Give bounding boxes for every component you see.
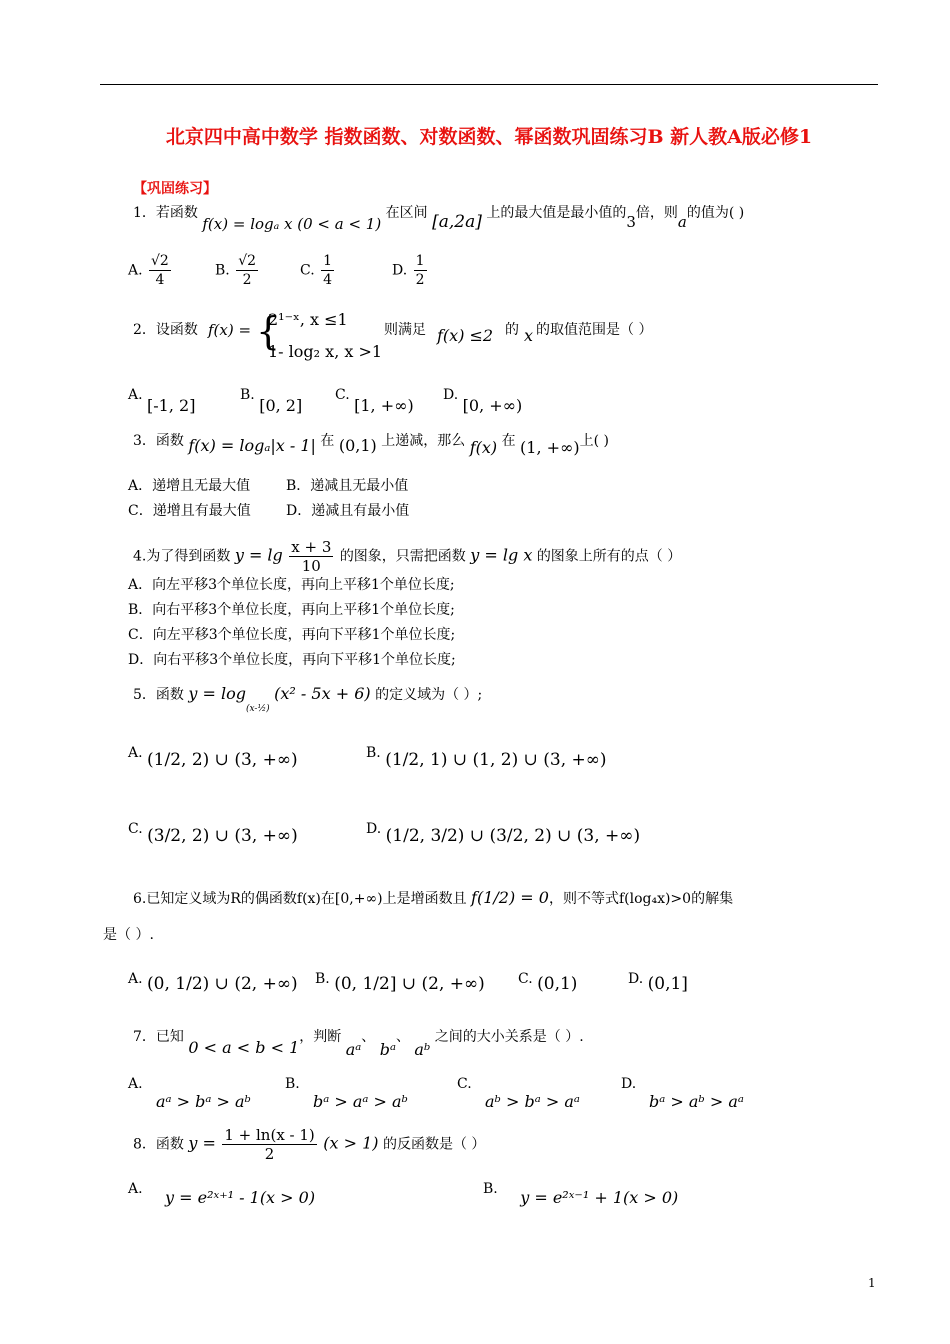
q3-stem-e: 上( ) [579,433,609,449]
q1-formula: f(x) = logₐ x (0 < a < 1) [202,215,382,233]
q1-stem-c: 上的最大值是最小值的 [486,205,627,221]
q8-option-a [128,1178,316,1207]
q1-option-a-num: √2 [151,253,169,269]
q2-x: x [524,326,534,345]
q6-option-d-label: D. [628,971,644,987]
q2-stem-c: 的 [505,322,519,338]
q6-option-b [315,968,485,994]
q1-option-d-frac [414,252,427,289]
q2-stem-d: 的取值范围是（ ） [536,322,653,338]
q2-option-b [240,384,303,415]
q5-base: (x-½) [245,704,270,714]
q5-arg: (x² - 5x + 6) [274,684,371,703]
q4-frac [289,538,333,575]
q5-option-a-label: A. [128,745,143,761]
q8-option-a-label: A. [128,1181,143,1197]
q5-option-d-value: (1/2, 3/2) ∪ (3/2, 2) ∪ (3, +∞) [385,826,641,846]
q7-cond: 0 < a < b < 1 [188,1038,300,1057]
question-3 [133,430,609,457]
q8-frac [222,1126,316,1163]
q7-term-3: aᵇ [414,1040,431,1059]
q7-option-a [128,1076,251,1111]
q3-option-d: D．递减且有最小值 [286,503,410,519]
q5-option-a [128,742,298,770]
q3-stem-d: 在 [501,433,516,449]
page-title: 北京四中高中数学 指数函数、对数函数、幂函数巩固练习B 新人教A版必修1 [165,126,813,148]
q7-option-b-value: bᵃ > aᵃ > aᵇ [313,1092,408,1111]
q1-option-a [128,252,173,289]
q1-stem-d: 倍，则 [635,205,678,221]
q6-stem-c: 是（ ）. [103,927,154,943]
q1-option-d-num: 1 [415,253,425,269]
q8-num: 1 + ln(x - 1) [224,1126,315,1144]
q7-option-a-label: A. [128,1076,143,1092]
q4-option-b: B．向右平移3个单位长度，再向上平移1个单位长度; [128,602,455,618]
q3-fx: f(x) [469,438,498,457]
q6-f-half: f(1/2) = 0 [471,888,549,907]
q4-stem-c: 的图象上所有的点（ ） [536,548,682,565]
q2-option-d [443,384,523,415]
q5-option-c [128,818,298,846]
q8-option-b-value: y = e²ˣ⁻¹ + 1(x > 0) [520,1188,679,1207]
question-8 [133,1126,485,1163]
q4-y-lgx: y = lg x [470,545,533,565]
q1-interval: [a,2a] [432,212,482,232]
q4-option-c: C．向左平移3个单位长度，再向下平移1个单位长度; [128,627,456,643]
q3-option-b: B．递减且无最小值 [286,478,409,494]
question-6 [133,888,733,909]
q1-a: a [677,213,687,231]
q3-interval-2: (1, +∞) [520,438,580,457]
q2-option-d-label: D. [443,387,459,403]
q5-option-d [366,818,641,846]
q4-stem-b: 的图象，只需把函数 [339,548,466,565]
q7-term-1: aᵃ [345,1040,362,1059]
q6-option-c-value: (0,1) [537,974,578,994]
q5-option-d-label: D. [366,821,382,837]
q1-option-d-den: 2 [415,272,425,288]
q5-option-b-label: B. [366,745,381,761]
section-label: 【巩固练习】 [133,181,217,197]
q4-den: 10 [301,557,321,575]
q4-stem-a: 4.为了得到函数 [133,548,231,565]
q5-option-c-value: (3/2, 2) ∪ (3, +∞) [147,826,298,846]
q2-option-a [128,384,196,415]
q4-option-a: A．向左平移3个单位长度，再向上平移1个单位长度; [128,577,455,593]
q1-stem-e: 的值为( ) [686,205,745,221]
q7-option-d-value: bᵃ > aᵇ > aᵃ [649,1092,744,1111]
q2-fx: f(x) = [208,321,252,339]
q5-formula: y = log [188,684,246,703]
question-2-stem-a: 2．设函数 [133,322,198,338]
q6-option-a-value: (0, 1/2) ∪ (2, +∞) [147,974,298,994]
q7-option-d-label: D. [621,1076,637,1092]
q8-option-b-label: B. [483,1181,498,1197]
q3-stem-c: 上递减，那么 [381,433,466,449]
q7-option-c-value: aᵇ > bᵃ > aᵃ [485,1092,580,1111]
q6-option-a-label: A. [128,971,143,987]
q2-case-2: 1- log₂ x, x >1 [268,342,383,361]
q2-option-c-value: [1, +∞) [354,396,414,415]
q1-option-a-frac [149,252,171,289]
q5-option-c-label: C. [128,821,143,837]
q7-stem-b: ，判断 [299,1029,342,1045]
q7-option-d [621,1076,744,1111]
q1-option-b-frac [236,252,258,289]
q1-option-b-den: 2 [242,272,252,288]
q1-stem-b: 在区间 [385,205,428,221]
q8-stem-a: 8．函数 [133,1136,184,1153]
q7-option-a-value: aᵃ > bᵃ > aᵇ [156,1092,251,1111]
q1-option-c-label: C. [300,262,315,279]
q8-option-a-value: y = e²ˣ⁺¹ - 1(x > 0) [165,1188,316,1207]
q5-option-b [366,742,607,770]
q1-stem-a: 1．若函数 [133,205,198,221]
q8-stem-b: 的反函数是（ ） [382,1136,486,1153]
q3-stem-b: 在 [320,433,335,449]
page-number: 1 [868,1276,876,1290]
q8-y: y = [188,1133,216,1153]
q3-formula: f(x) = logₐ|x - 1| [188,436,316,455]
q2-option-b-value: [0, 2] [259,396,303,415]
q1-option-c-den: 4 [323,272,333,288]
question-4 [133,538,681,575]
q5-option-a-value: (1/2, 2) ∪ (3, +∞) [147,750,298,770]
q1-option-d [392,252,429,289]
q5-option-b-value: (1/2, 1) ∪ (1, 2) ∪ (3, +∞) [385,750,607,770]
q2-option-a-value: [-1, 2] [147,396,196,415]
q3-interval-1: (0,1) [338,436,377,455]
q3-stem-a: 3．函数 [133,433,184,449]
q1-option-a-label: A. [128,262,143,279]
q1-option-b-label: B. [215,262,230,279]
q5-stem-a: 5．函数 [133,687,184,703]
q1-option-c-num: 1 [323,253,333,269]
q5-stem-b: 的定义域为（ ）; [375,687,483,703]
q2-cond: f(x) ≤2 [437,326,494,345]
q6-option-c-label: C. [518,971,533,987]
q1-option-a-den: 4 [155,272,165,288]
q1-three: 3 [626,213,636,231]
header-rule [100,84,878,85]
q1-option-b-num: √2 [238,253,257,269]
q7-stem-a: 7．已知 [133,1029,184,1045]
q8-den: 2 [264,1145,275,1163]
q2-option-a-label: A. [128,387,143,403]
q1-option-b [215,252,260,289]
q2-option-b-label: B. [240,387,255,403]
q6-option-a [128,968,298,994]
q6-option-d [628,968,688,994]
q6-option-c [518,968,578,994]
q4-option-d: D．向右平移3个单位长度，再向下平移1个单位长度; [128,652,456,668]
q2-brace: { [256,309,281,353]
q4-y-lg: y = lg [234,545,283,565]
q3-option-c: C．递增且有最大值 [128,503,251,519]
q4-num: x + 3 [291,538,332,556]
q8-cond: (x > 1) [323,1133,379,1153]
q6-stem-a: 6.已知定义域为R的偶函数f(x)在[0,+∞)上是增函数且 [133,891,467,907]
q6-option-b-label: B. [315,971,330,987]
q2-option-d-value: [0, +∞) [462,396,523,415]
question-7: 7．已知 0 < a < b < 1，判断 aᵃ、 bᵃ、 aᵇ 之间的大小关系是（ ）. [133,1029,584,1059]
q7-option-b [285,1076,408,1111]
q2-option-c [335,384,414,415]
q6-stem-b: ，则不等式f(log₄x)>0的解集 [548,891,734,907]
q2-case-1: 2¹⁻ˣ, x ≤1 [268,310,348,329]
q7-option-c-label: C. [457,1076,472,1092]
question-1 [133,202,745,233]
q2-option-c-label: C. [335,387,350,403]
q2-stem-b: 则满足 [384,322,426,338]
q1-option-c-frac [321,252,334,289]
q6-option-b-value: (0, 1/2] ∪ (2, +∞) [334,974,485,994]
q7-option-c [457,1076,580,1111]
q7-stem-c: 之间的大小关系是（ ）. [434,1029,584,1045]
q7-option-b-label: B. [285,1076,300,1092]
q7-term-2: bᵃ [379,1040,396,1059]
q1-option-d-label: D. [392,262,408,279]
q8-option-b [483,1178,679,1207]
q3-option-a: A．递增且无最大值 [128,478,251,494]
q6-option-d-value: (0,1] [647,974,688,994]
q1-option-c [300,252,336,289]
